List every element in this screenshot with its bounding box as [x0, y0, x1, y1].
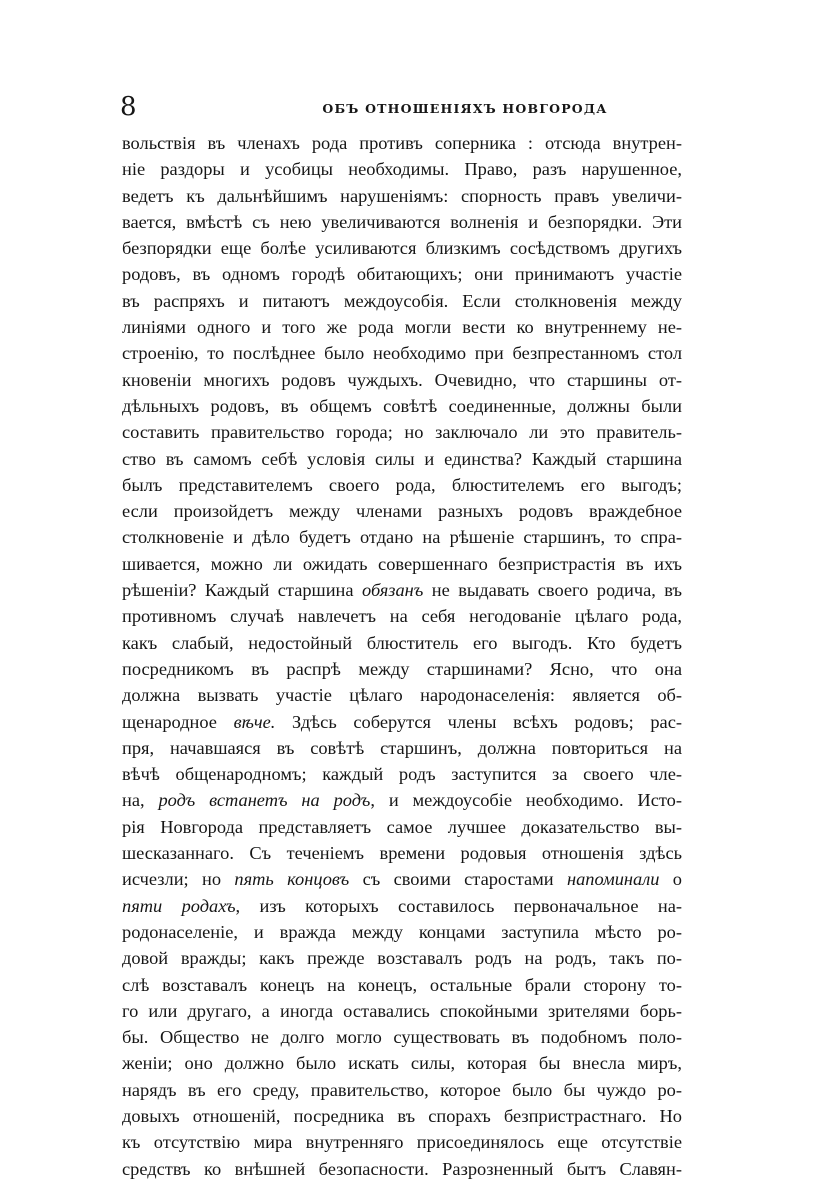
- text-segment: былъ представителемъ своего рода, блюстителемъ его выгодъ;: [122, 474, 682, 495]
- text-line: [122, 1156, 682, 1182]
- page-number: 8: [120, 92, 137, 122]
- text-line: [122, 1024, 682, 1050]
- text-segment: безпорядки еще болѣе усиливаются близкимъ сосѣдствомъ другихъ: [122, 238, 682, 259]
- italic-text-segment: вѣче.: [233, 711, 276, 732]
- text-segment: противномъ случаѣ навлечетъ на себя негодованіе цѣлаго рода,: [122, 606, 682, 627]
- text-segment: Здѣсь соберутся члены всѣхъ родовъ; рас-: [275, 711, 682, 732]
- text-line: [122, 472, 682, 498]
- text-line: [122, 919, 682, 945]
- text-segment: не выдавать своего родича, въ: [423, 580, 682, 601]
- text-segment: рія Новгорода представляетъ самое лучшее доказательство вы-: [122, 816, 682, 837]
- text-segment: вается, вмѣстѣ съ нею увеличиваются волненія и безпорядки. Эти: [122, 211, 682, 232]
- text-line: [122, 314, 682, 340]
- text-segment: въ распряхъ и питаютъ междоусобія. Если столкновенія между: [122, 290, 682, 311]
- text-line: [122, 288, 682, 314]
- text-line: [122, 998, 682, 1024]
- text-segment: шесказаннаго. Съ теченіемъ времени родовыя отношенія здѣсь: [122, 843, 682, 864]
- text-segment: пря, начавшаяся въ совѣтѣ старшинъ, должна повториться на: [122, 737, 682, 758]
- text-segment: слѣ возставалъ конецъ на конецъ, остальные брали сторону то-: [122, 974, 682, 995]
- text-line: [122, 156, 682, 182]
- text-line: [122, 866, 682, 892]
- text-line: [122, 446, 682, 472]
- running-head: ОБЪ ОТНОШЕНІЯХЪ НОВГОРОДА: [322, 101, 608, 116]
- text-segment: о: [659, 869, 682, 890]
- italic-text-segment: пяти родахъ: [122, 895, 236, 916]
- text-segment: женіи; оно должно было искать силы, которая бы внесла миръ,: [122, 1053, 682, 1074]
- text-segment: довыхъ отношеній, посредника въ спорахъ безпристрастнаго. Но: [122, 1105, 682, 1126]
- text-line: [122, 787, 682, 813]
- text-line: [122, 945, 682, 971]
- text-line: [122, 235, 682, 261]
- text-segment: довой вражды; какъ прежде возставалъ родъ на родъ, такъ по-: [122, 948, 682, 969]
- text-line: [122, 1050, 682, 1076]
- text-segment: го или другаго, а иногда оставались спокойными зрителями борь-: [122, 1000, 682, 1021]
- text-segment: составить правительство города; но заключало ли это правитель-: [122, 422, 682, 443]
- text-segment: родовъ, въ одномъ городѣ обитающихъ; они принимаютъ участіе: [122, 264, 682, 285]
- text-line: [122, 840, 682, 866]
- text-segment: къ отсутствію мира внутренняго присоединялось еще отсутствіе: [122, 1132, 682, 1153]
- text-segment: нарядъ въ его среду, правительство, которое было бы чуждо ро-: [122, 1079, 682, 1100]
- text-segment: на,: [122, 790, 159, 811]
- italic-text-segment: родъ встанетъ на родъ: [158, 790, 371, 811]
- text-segment: строенію, то послѣднее было необходимо при безпрестанномъ стол: [122, 343, 682, 364]
- text-line: [122, 577, 682, 603]
- text-segment: если произойдетъ между членами разныхъ родовъ враждебное: [122, 501, 682, 522]
- text-segment: какъ слабый, недостойный блюститель его выгодъ. Кто будетъ: [122, 632, 682, 653]
- italic-text-segment: напоминали: [566, 869, 660, 890]
- text-line: [122, 209, 682, 235]
- text-line: [122, 814, 682, 840]
- text-line: [122, 709, 682, 735]
- text-segment: вѣчѣ общенародномъ; каждый родъ заступится за своего чле-: [122, 764, 682, 785]
- text-segment: линіями одного и того же рода могли вести ко внутреннему не-: [122, 317, 682, 338]
- text-segment: дѣльныхъ родовъ, въ общемъ совѣтѣ соединенные, должны были: [122, 395, 682, 416]
- text-line: [122, 367, 682, 393]
- text-line: [122, 893, 682, 919]
- text-segment: шивается, можно ли ожидать совершеннаго безпристрастія въ ихъ: [122, 553, 682, 574]
- text-segment: съ своими старостами: [349, 869, 567, 890]
- text-segment: столкновеніе и дѣло будетъ отдано на рѣшеніе старшинъ, то спра-: [122, 527, 682, 548]
- body-text: [122, 130, 682, 1182]
- text-segment: кновеніи многихъ родовъ чуждыхъ. Очевидно, что старшины от-: [122, 369, 682, 390]
- text-line: [122, 1129, 682, 1155]
- text-segment: должна вызвать участіе цѣлаго народонаселенія: является об-: [122, 685, 682, 706]
- text-segment: вольствія въ членахъ рода противъ соперника : отсюда внутрен-: [122, 133, 682, 153]
- text-segment: ніе раздоры и усобицы необходимы. Право, разъ нарушенное,: [122, 159, 682, 180]
- text-line: [122, 551, 682, 577]
- text-segment: щенародное: [122, 711, 234, 732]
- text-line: [122, 340, 682, 366]
- text-line: [122, 656, 682, 682]
- text-line: [122, 603, 682, 629]
- text-segment: , и междоусобіе необходимо. Исто-: [370, 790, 682, 811]
- text-line: [122, 393, 682, 419]
- text-line: [122, 972, 682, 998]
- text-segment: ство въ самомъ себѣ условія силы и единства? Каждый старшина: [122, 448, 682, 469]
- text-segment: , изъ которыхъ составилось первоначальное на-: [235, 895, 683, 916]
- text-line: [122, 1077, 682, 1103]
- text-segment: средствъ ко внѣшней безопасности. Разрозненный бытъ Славян-: [122, 1158, 682, 1179]
- text-segment: ведетъ къ дальнѣйшимъ нарушеніямъ: спорность правъ увеличи-: [122, 185, 682, 206]
- text-segment: бы. Общество не долго могло существовать въ подобномъ поло-: [122, 1027, 682, 1048]
- text-line: [122, 630, 682, 656]
- text-line: [122, 419, 682, 445]
- text-line: [122, 761, 682, 787]
- text-segment: исчезли; но: [122, 869, 235, 890]
- italic-text-segment: пять концовъ: [234, 869, 350, 890]
- text-segment: рѣшеніи? Каждый старшина: [122, 580, 362, 601]
- text-segment: посредникомъ въ распрѣ между старшинами? Ясно, что она: [122, 658, 682, 679]
- italic-text-segment: обязанъ: [362, 580, 424, 601]
- text-line: [122, 524, 682, 550]
- text-line: [122, 682, 682, 708]
- text-line: [122, 735, 682, 761]
- text-line: [122, 261, 682, 287]
- text-line: [122, 1103, 682, 1129]
- text-line: [122, 130, 682, 156]
- text-line: [122, 498, 682, 524]
- text-segment: родонаселеніе, и вражда между концами заступила мѣсто ро-: [122, 921, 682, 942]
- text-line: [122, 183, 682, 209]
